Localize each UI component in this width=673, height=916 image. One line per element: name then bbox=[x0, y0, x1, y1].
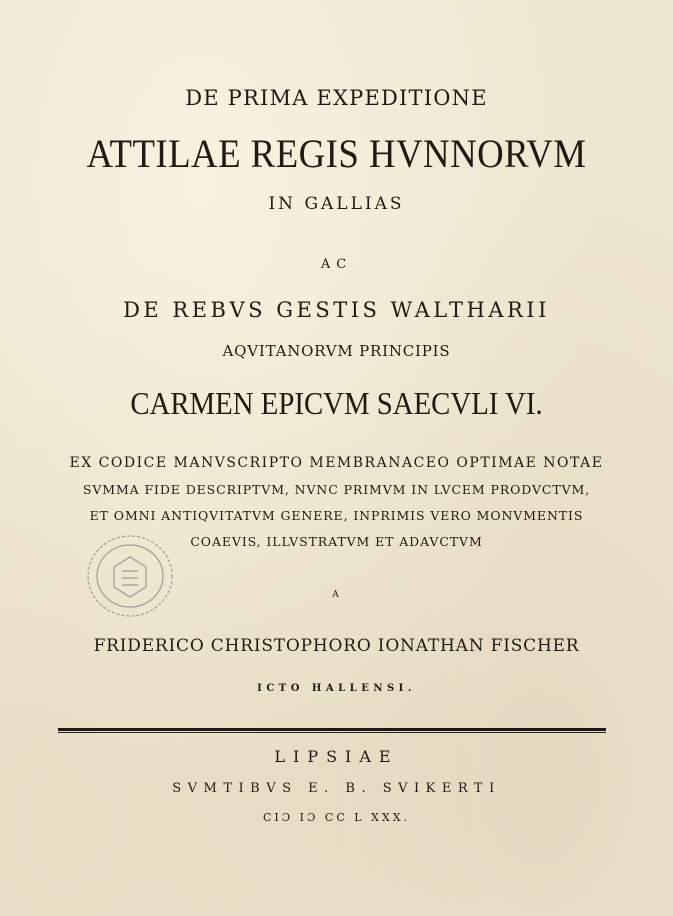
author-name: FRIDERICO CHRISTOPHORO IONATHAN FISCHER bbox=[93, 636, 580, 656]
title-line-1: DE PRIMA EXPEDITIONE bbox=[185, 86, 488, 110]
publisher-line: SVMTIBVS E. B. SVIKERTI bbox=[172, 781, 501, 796]
title-line-2: ATTILAE REGIS HVNNORVM bbox=[86, 131, 587, 176]
by-preposition: A bbox=[332, 590, 341, 600]
publication-place: LIPSIAE bbox=[274, 747, 399, 766]
title-line-3: IN GALLIAS bbox=[268, 194, 405, 214]
separator-rule bbox=[58, 728, 606, 733]
author-title: ICTO HALLENSI. bbox=[257, 683, 416, 694]
title-line-6: CARMEN EPICVM SAECVLI VI. bbox=[130, 385, 543, 421]
title-line-4: DE REBVS GESTIS WALTHARII bbox=[123, 298, 550, 322]
library-stamp-icon bbox=[84, 531, 176, 621]
conjunction: AC bbox=[320, 257, 353, 272]
publication-year: CIƆ IƆ CC L XXX. bbox=[262, 811, 411, 824]
description-line-1: EX CODICE MANVSCRIPTO MEMBRANACEO OPTIMAE NOTAE bbox=[69, 455, 604, 471]
description-line-4: COAEVIS, ILLVSTRATVM ET ADAVCTVM bbox=[190, 534, 483, 549]
title-line-5: AQVITANORVM PRINCIPIS bbox=[222, 342, 451, 360]
description-line-3: ET OMNI ANTIQVITATVM GENERE, INPRIMIS VERO MONVMENTIS bbox=[89, 508, 584, 523]
description-line-2: SVMMA FIDE DESCRIPTVM, NVNC PRIMVM IN LVCEM PRODVCTVM, bbox=[82, 482, 591, 497]
